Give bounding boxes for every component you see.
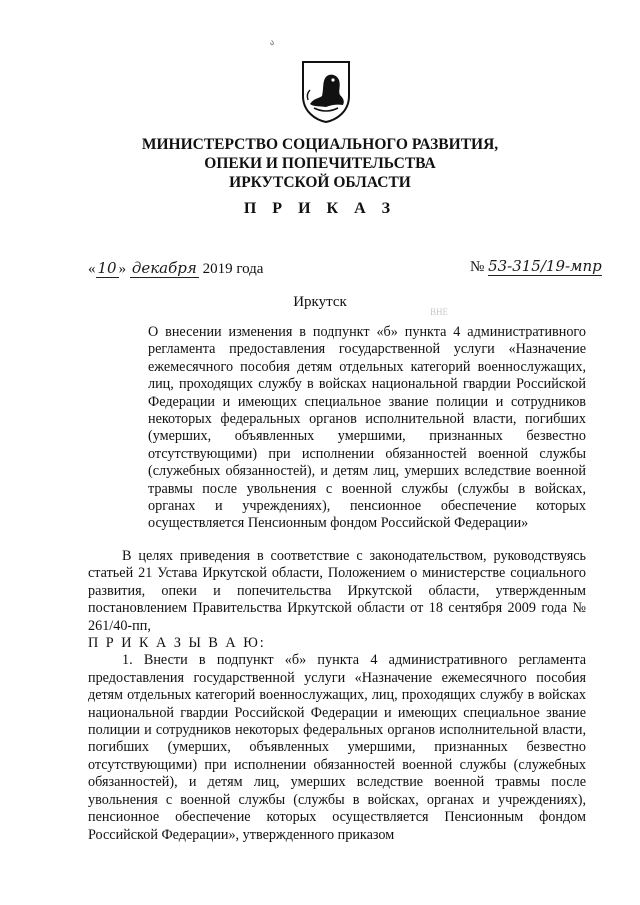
city-name: Иркутск bbox=[293, 294, 347, 310]
date-open-quote: « bbox=[88, 261, 96, 277]
date-close-quote: » bbox=[118, 261, 127, 277]
preamble-paragraph: В целях приведения в соответствие с законодательством, руководствуясь статьей 21 Устава Иркутской области, Положением о министерстве социального развития, опеки и попечительства Иркутской области, утвержденным постановлением Правительства Иркутской области от 18 сентября 2009 года № 261/40-пп, bbox=[88, 548, 586, 634]
number-prefix: № bbox=[470, 259, 485, 275]
ministry-name-line-1: МИНИСТЕРСТВО СОЦИАЛЬНОГО РАЗВИТИЯ, bbox=[141, 136, 499, 153]
top-mark: ა bbox=[270, 38, 275, 47]
date-day-handwritten: 10 bbox=[97, 259, 117, 277]
faint-stamp: ВНЕ bbox=[430, 307, 448, 317]
number-value-handwritten: 53-315/19-мпр bbox=[488, 257, 602, 275]
ministry-name-line-3: ИРКУТСКОЙ ОБЛАСТИ bbox=[229, 174, 411, 191]
order-command-word: П Р И К А З Ы В А Ю: bbox=[88, 635, 266, 652]
order-body bbox=[88, 548, 586, 844]
item-1-paragraph: 1. Внести в подпункт «б» пункта 4 административного регламента предоставления государственной услуги «Назначение ежемесячного пособия детям отдельных категорий военнослужащих, лиц, проходящих службу в войсках национальной гвардии Российской Федерации и имеющих специальное звание полиции и сотрудников некоторых федеральных органов исполнительной власти, погибших (умерших, объявленных умершими, признанных безвестно отсутствующими) при исполнении обязанностей военной службы (служебных обязанностей), и детям лиц, умерших вследствие военной травмы после увольнения с военной службы (службы в войсках, органах и учреждениях), пенсионное обеспечение которых осуществляется Пенсионным фондом Российской Федерации», утвержденного приказом bbox=[88, 652, 586, 843]
date-month-handwritten: декабря bbox=[131, 259, 197, 277]
order-number bbox=[470, 257, 602, 276]
order-date bbox=[88, 259, 263, 278]
coat-of-arms-icon bbox=[300, 58, 352, 124]
date-year: 2019 года bbox=[202, 261, 264, 277]
document-type-title: П Р И К А З bbox=[243, 200, 397, 217]
order-subject: О внесении изменения в подпункт «б» пункта 4 административного регламента предоставления государственной услуги «Назначение ежемесячного пособия детям отдельных категорий военнослужащих, лиц, проходящих службу в войсках национальной гвардии Российской Федерации и имеющих специальное звание полиции и сотрудников некоторых федеральных органов исполнительной власти, погибших (умерших, объявленных умершими, признанных безвестно отсутствующими) при исполнении обязанностей военной службы (служебных обязанностей), и детям лиц, умерших вследствие военной травмы после увольнения с военной службы (службы в войсках, органах и учреждениях), пенсионное обеспечение которых осуществляется Пенсионным фондом Российской Федерации» bbox=[148, 324, 586, 532]
ministry-name-line-2: ОПЕКИ И ПОПЕЧИТЕЛЬСТВА bbox=[204, 155, 436, 172]
